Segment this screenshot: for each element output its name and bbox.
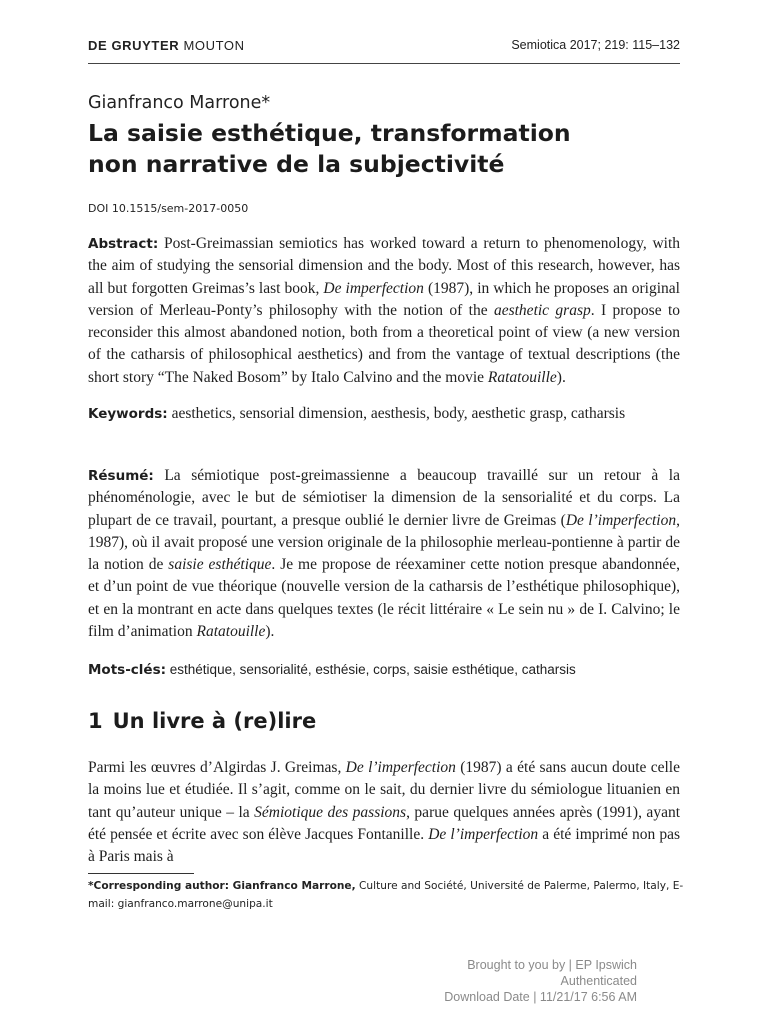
keywords-label: Keywords: <box>88 406 168 422</box>
article-title <box>88 118 688 180</box>
motscles-text: esthétique, sensorialité, esthésie, corps, saisie esthétique, catharsis <box>166 662 576 677</box>
stamp-line-1: Brought to you by | EP Ipswich <box>467 958 637 972</box>
running-header <box>88 38 680 60</box>
download-stamp <box>444 957 637 1005</box>
resume-italic-2: saisie esthétique <box>168 556 272 574</box>
abstract-italic-1: De imperfection <box>323 279 424 297</box>
abstract-text-1: Post-Greimassian semiotics has worked toward a return to phenomenology, with the aim of studying the sensorial dimension and the body. Most of this research, however, has all but forgotten Greimas’s last book, <box>88 235 680 297</box>
footnote-rule <box>88 873 194 874</box>
footnote-text: Culture and Société, Université de Palerme, Palermo, Italy, E-mail: gianfranco.marrone@unipa.it <box>88 880 684 910</box>
motscles-paragraph <box>88 659 680 681</box>
stamp-line-2: Authenticated <box>560 974 637 988</box>
abstract-paragraph <box>88 233 680 389</box>
abstract-text-4: ). <box>556 368 566 386</box>
keywords-paragraph <box>88 403 680 425</box>
body-italic-3: De l’imperfection <box>428 825 539 843</box>
resume-italic-1: De l’imperfection <box>565 511 677 529</box>
resume-label: Résumé: <box>88 468 154 484</box>
body-paragraph <box>88 757 680 868</box>
resume-italic-3: Ratatouille <box>196 623 266 641</box>
title-line-2: non narrative de la subjectivité <box>88 150 505 178</box>
body-text-4: a été imprimé non pas à Paris mais à <box>88 825 681 866</box>
abstract-text-2: (1987), in which he proposes an original version of Merleau-Ponty’s philosophy with the notion of the <box>88 279 680 319</box>
footnote-label: *Corresponding author: Gianfranco Marrone, <box>88 880 356 892</box>
resume-paragraph <box>88 465 680 643</box>
abstract-italic-2: aesthetic grasp <box>493 301 591 319</box>
stamp-line-3: Download Date | 11/21/17 6:56 AM <box>444 990 637 1004</box>
section-number: 1 <box>88 709 103 733</box>
abstract-text-3: . I propose to reconsider this almost abandoned notion, both from a theoretical point of view (a new version of the catharsis of philosophical aesthetics) and from the vantage of textual descriptions (the short story “The Naked Bosom” by Italo Calvino and the movie <box>88 301 681 386</box>
motscles-label: Mots-clés: <box>88 662 167 678</box>
abstract-italic-3: Ratatouille <box>487 368 557 386</box>
resume-text-1: La sémiotique post-greimassienne a beaucoup travaillé sur un retour à la phénoménologie, avec le but de sémiotiser la dimension de la sensorialité et du corps. La plupart de ce travail, pourtant, a presque oublié le dernier livre de Greimas ( <box>88 467 680 529</box>
abstract-label: Abstract: <box>88 236 159 252</box>
author-name: Gianfranco Marrone* <box>88 93 271 113</box>
body-italic-1: De l’imperfection <box>345 759 456 776</box>
publisher-name <box>88 38 245 53</box>
body-text-3: , parue quelques années après (1991), ayant été pensée et écrite avec son élève Jacques Fontanille. <box>88 803 681 843</box>
resume-text-2: , 1987), où il avait proposé une version originale de la philosophie merleau-pontienne à partir de la notion de <box>88 511 680 574</box>
publisher-name-bold: DE GRUYTER <box>88 38 180 53</box>
footnote <box>88 877 688 913</box>
doi: DOI 10.1515/sem-2017-0050 <box>88 202 249 215</box>
body-text-2: (1987) a été sans aucun doute celle la moins lue et étudiée. Il s’agit, comme on le sait, du dernier livre du sémiologue lituanien en tant qu’auteur unique – la <box>88 759 680 821</box>
resume-text-3: . Je me propose de réexaminer cette notion presque abandonnée, et d’un point de vue théorique (nouvelle version de la catharsis de l’esthétique philosophique), et en la montrant en acte dans quelques textes (le récit littéraire « Le sein nu » de I. Calvino; le film d’animation <box>88 556 680 641</box>
keywords-text: aesthetics, sensorial dimension, aesthesis, body, aesthetic grasp, catharsis <box>167 405 626 422</box>
publisher-name-rest: MOUTON <box>183 38 245 53</box>
body-italic-2: Sémiotique des passions <box>254 803 407 821</box>
section-heading <box>88 709 316 733</box>
title-line-1: La saisie esthétique, transformation <box>88 119 571 147</box>
journal-reference: Semiotica 2017; 219: 115–132 <box>511 38 680 52</box>
header-rule <box>88 63 680 64</box>
section-title: Un livre à (re)lire <box>112 709 317 733</box>
resume-text-4: ). <box>265 623 275 641</box>
body-text-1: Parmi les œuvres d’Algirdas J. Greimas, <box>88 759 346 776</box>
